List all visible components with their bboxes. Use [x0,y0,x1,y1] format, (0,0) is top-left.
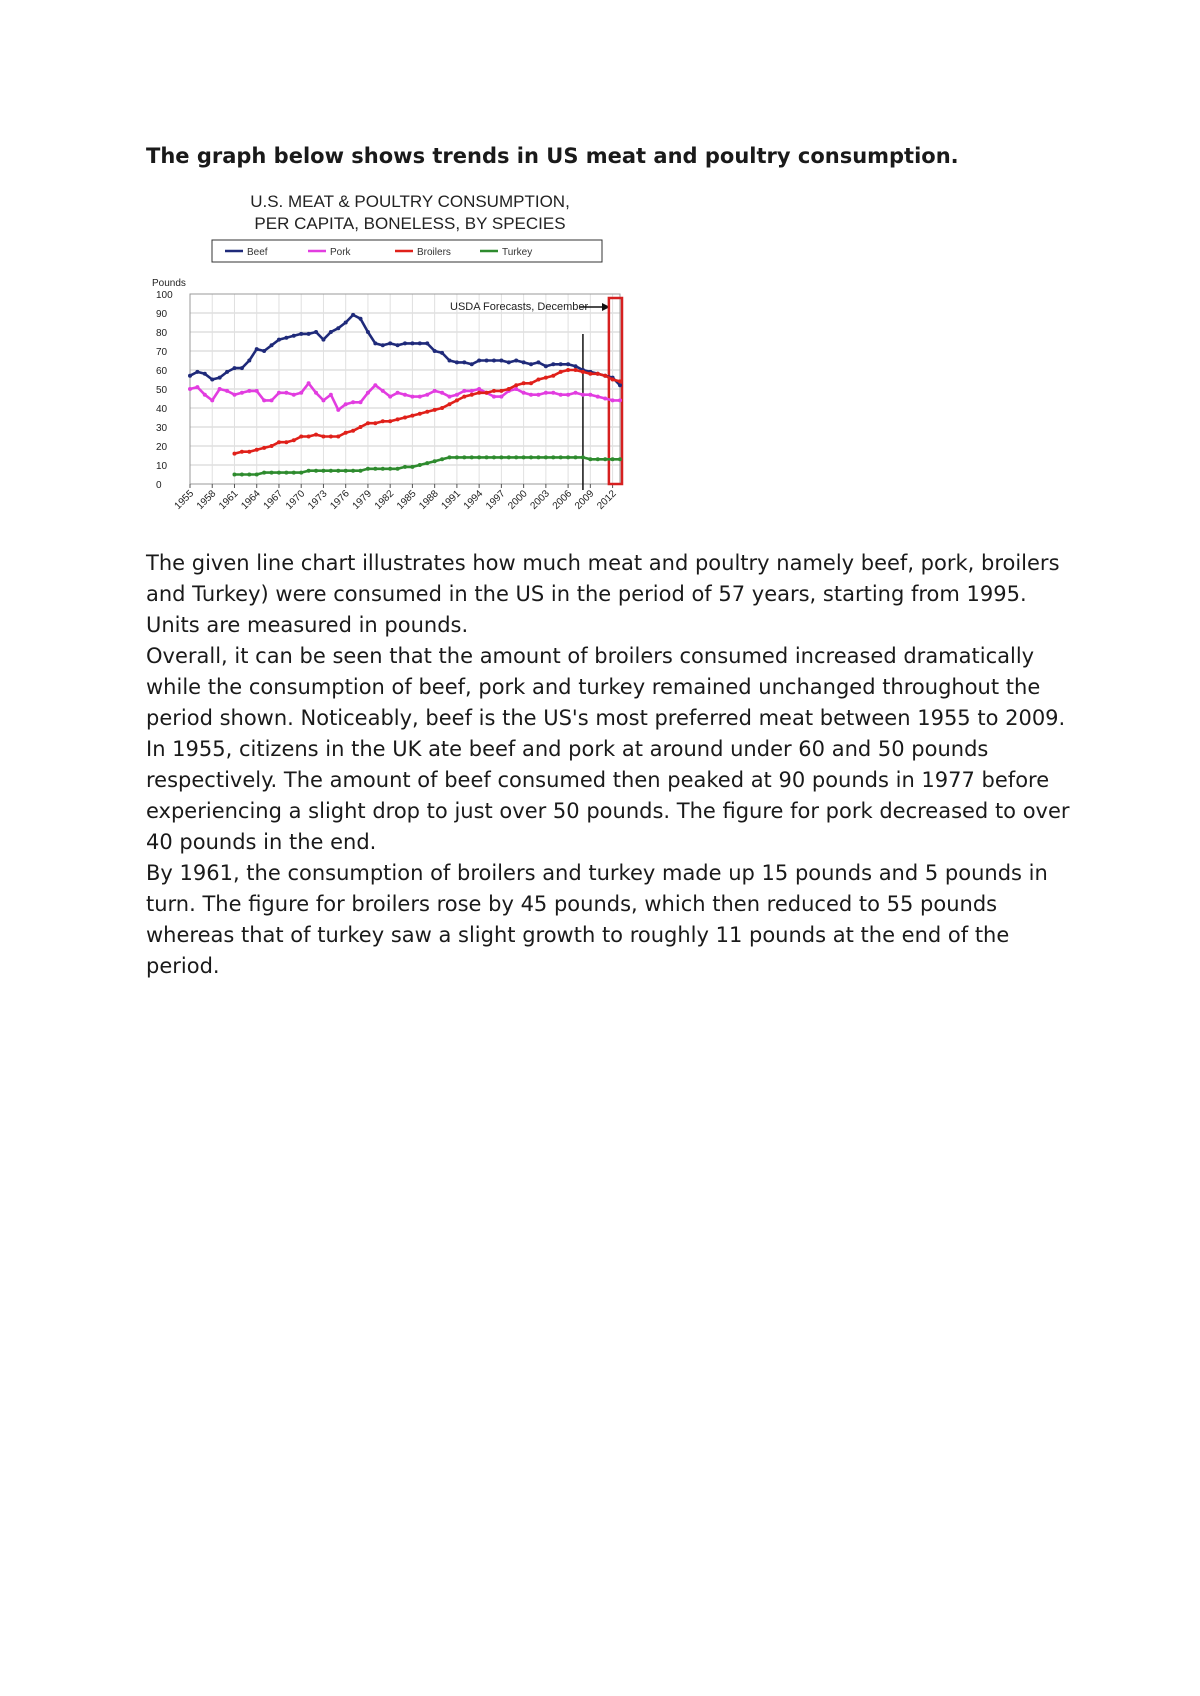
data-point-turkey [551,455,555,459]
data-point-beef [188,374,192,378]
data-point-beef [329,330,333,334]
data-point-pork [544,391,548,395]
data-point-pork [344,402,348,406]
data-point-pork [218,387,222,391]
data-point-pork [359,400,363,404]
data-point-turkey [307,469,311,473]
data-point-beef [262,349,266,353]
data-point-turkey [373,467,377,471]
data-point-broilers [410,414,414,418]
data-point-broilers [596,372,600,376]
data-point-turkey [388,467,392,471]
data-point-pork [255,389,259,393]
data-point-broilers [255,448,259,452]
data-point-turkey [618,457,622,461]
data-point-turkey [611,457,615,461]
data-point-turkey [292,471,296,475]
x-tick-label: 1997 [483,488,508,512]
data-point-turkey [270,471,274,475]
data-point-broilers [314,433,318,437]
data-point-turkey [247,473,251,477]
data-point-broilers [507,387,511,391]
data-point-broilers [373,421,377,425]
x-tick-label: 2009 [572,488,597,512]
data-point-beef [514,359,518,363]
data-point-broilers [388,419,392,423]
essay-paragraph: In 1955, citizens in the UK ate beef and pork at around under 60 and 50 pounds respectively. The amount of beef consumed then peaked at 90 pounds in 1977 before experiencing a slight drop to just over 50 pounds. The figure for pork decreased to over 40 pounds in the end. [146,737,1070,854]
data-point-beef [292,334,296,338]
data-point-beef [195,370,199,374]
data-point-broilers [403,416,407,420]
data-point-turkey [507,455,511,459]
data-point-broilers [470,393,474,397]
data-point-turkey [299,471,303,475]
data-point-pork [381,389,385,393]
data-point-pork [277,391,281,395]
data-point-beef [270,343,274,347]
data-point-beef [299,332,303,336]
y-tick-label: 80 [156,328,168,339]
data-point-turkey [603,457,607,461]
data-point-turkey [262,471,266,475]
y-tick-label: 10 [156,461,168,472]
x-tick-label: 1964 [239,488,263,512]
data-point-turkey [447,455,451,459]
data-point-pork [262,398,266,402]
x-tick-label: 2003 [528,488,552,512]
data-point-turkey [588,457,592,461]
data-point-turkey [433,459,437,463]
data-point-broilers [359,425,363,429]
x-tick-label: 1994 [461,488,486,512]
data-point-broilers [240,450,244,454]
data-point-beef [536,360,540,364]
data-point-pork [351,400,355,404]
data-point-broilers [588,372,592,376]
data-point-broilers [262,446,266,450]
data-point-beef [529,362,533,366]
data-point-turkey [425,461,429,465]
data-point-pork [203,393,207,397]
data-point-beef [307,332,311,336]
data-point-turkey [536,455,540,459]
data-point-beef [344,321,348,325]
legend-label: Turkey [502,247,533,258]
data-point-beef [232,366,236,370]
data-point-turkey [470,455,474,459]
data-point-broilers [299,435,303,439]
data-point-beef [336,326,340,330]
data-point-turkey [514,455,518,459]
chart-title: U.S. MEAT & POULTRY CONSUMPTION, [250,192,570,211]
essay-paragraph: By 1961, the consumption of broilers and turkey made up 15 pounds and 5 pounds in turn. The figure for broilers rose by 45 pounds, which then reduced to 55 pounds whereas that of turkey saw a slight growth to roughly 11 pounds at the end of the period. [146,861,1048,978]
data-point-pork [477,387,481,391]
data-point-pork [522,391,526,395]
x-tick-label: 1970 [283,488,308,512]
data-point-beef [247,359,251,363]
x-tick-label: 1988 [417,488,441,512]
data-point-pork [225,389,229,393]
data-point-pork [455,393,459,397]
data-point-beef [218,376,222,380]
data-point-pork [425,393,429,397]
data-point-broilers [307,435,311,439]
data-point-pork [447,395,451,399]
data-point-turkey [522,455,526,459]
data-point-beef [410,341,414,345]
data-point-broilers [344,431,348,435]
data-point-pork [247,389,251,393]
data-point-broilers [292,438,296,442]
data-point-broilers [277,440,281,444]
data-point-pork [403,393,407,397]
data-point-beef [544,364,548,368]
data-point-broilers [618,379,622,383]
data-point-turkey [351,469,355,473]
data-point-beef [203,372,207,376]
data-point-beef [366,330,370,334]
legend-label: Pork [330,247,351,258]
data-point-pork [396,391,400,395]
data-point-turkey [359,469,363,473]
data-point-pork [470,389,474,393]
data-point-pork [596,395,600,399]
essay-body [146,548,1086,982]
data-point-turkey [381,467,385,471]
data-point-broilers [247,450,251,454]
data-point-turkey [544,455,548,459]
data-point-pork [388,395,392,399]
y-axis-label: Pounds [152,278,186,289]
data-point-turkey [462,455,466,459]
data-point-beef [559,362,563,366]
y-tick-label: 50 [156,385,168,396]
forecast-annotation: USDA Forecasts, December [450,301,589,313]
data-point-pork [588,393,592,397]
data-point-beef [447,359,451,363]
x-tick-label: 1958 [194,488,219,512]
data-point-pork [618,398,622,402]
essay-paragraph: Overall, it can be seen that the amount of broilers consumed increased dramatically while the consumption of beef, pork and turkey remained unchanged throughout the period shown. Noticeably, beef is the US's most preferred meat between 1955 to 2009. [146,644,1066,730]
data-point-turkey [410,465,414,469]
data-point-turkey [396,467,400,471]
x-tick-label: 2006 [550,488,575,512]
data-point-pork [462,389,466,393]
data-point-beef [284,336,288,340]
data-point-beef [418,341,422,345]
data-point-broilers [536,378,540,382]
data-point-turkey [336,469,340,473]
data-point-beef [433,349,437,353]
x-tick-label: 1982 [372,488,397,512]
page-heading: The graph below shows trends in US meat and poultry consumption. [146,144,959,168]
data-point-beef [440,351,444,355]
data-point-pork [611,398,615,402]
data-point-beef [373,341,377,345]
data-point-broilers [611,378,615,382]
data-point-pork [314,391,318,395]
data-point-pork [566,393,570,397]
data-point-pork [440,391,444,395]
data-point-pork [559,393,563,397]
data-point-turkey [440,457,444,461]
data-point-pork [433,389,437,393]
data-point-beef [321,338,325,342]
data-point-broilers [551,374,555,378]
chart-svg [150,190,680,540]
data-point-turkey [284,471,288,475]
data-point-beef [381,343,385,347]
data-point-pork [270,398,274,402]
data-point-beef [351,313,355,317]
x-tick-label: 1967 [261,488,286,512]
data-point-turkey [596,457,600,461]
data-point-beef [477,359,481,363]
y-tick-label: 20 [156,442,168,453]
data-point-broilers [447,402,451,406]
legend-label: Broilers [417,247,451,258]
data-point-beef [499,359,503,363]
x-tick-label: 1979 [350,488,375,512]
data-point-pork [232,393,236,397]
y-tick-label: 70 [156,347,168,358]
data-point-pork [410,395,414,399]
data-point-beef [210,378,214,382]
data-point-beef [314,330,318,334]
data-point-turkey [232,473,236,477]
data-point-broilers [336,435,340,439]
data-point-beef [359,317,363,321]
data-point-pork [581,393,585,397]
data-point-beef [462,360,466,364]
data-point-pork [373,383,377,387]
legend-label: Beef [247,247,268,258]
data-point-beef [485,359,489,363]
y-tick-label: 40 [156,404,168,415]
x-tick-label: 1991 [439,488,464,512]
data-point-beef [455,360,459,364]
data-point-beef [507,360,511,364]
data-point-pork [492,395,496,399]
data-point-pork [284,391,288,395]
data-point-broilers [566,368,570,372]
data-point-turkey [566,455,570,459]
x-tick-label: 1961 [217,488,241,512]
data-point-pork [188,387,192,391]
data-point-turkey [581,455,585,459]
data-point-broilers [514,383,518,387]
data-point-beef [425,341,429,345]
data-point-beef [277,338,281,342]
data-point-beef [388,341,392,345]
data-point-pork [603,397,607,401]
data-point-beef [566,362,570,366]
data-point-broilers [581,370,585,374]
data-point-turkey [485,455,489,459]
data-point-broilers [477,391,481,395]
chart-subtitle: PER CAPITA, BONELESS, BY SPECIES [254,214,566,233]
data-point-turkey [492,455,496,459]
data-point-pork [336,408,340,412]
data-point-broilers [462,395,466,399]
y-tick-label: 0 [156,480,162,491]
data-point-broilers [492,389,496,393]
data-point-broilers [455,398,459,402]
data-point-pork [366,391,370,395]
data-point-broilers [366,421,370,425]
x-tick-label: 1973 [306,488,330,512]
data-point-beef [492,359,496,363]
data-point-pork [292,393,296,397]
data-point-turkey [574,455,578,459]
x-tick-label: 2000 [506,488,530,512]
data-point-pork [299,391,303,395]
data-point-broilers [351,429,355,433]
data-point-broilers [433,408,437,412]
data-point-broilers [425,410,429,414]
data-point-beef [618,383,622,387]
data-point-broilers [232,452,236,456]
y-tick-label: 30 [156,423,168,434]
data-point-broilers [499,389,503,393]
data-point-broilers [529,381,533,385]
data-point-turkey [255,473,259,477]
y-tick-label: 60 [156,366,168,377]
data-point-broilers [559,370,563,374]
data-point-pork [514,387,518,391]
data-point-turkey [314,469,318,473]
data-point-pork [329,393,333,397]
data-point-beef [396,343,400,347]
data-point-broilers [418,412,422,416]
data-point-pork [240,391,244,395]
data-point-turkey [344,469,348,473]
data-point-pork [210,398,214,402]
x-tick-label: 1976 [328,488,352,512]
data-point-broilers [270,444,274,448]
data-point-beef [574,364,578,368]
data-point-turkey [559,455,563,459]
data-point-pork [536,393,540,397]
data-point-turkey [277,471,281,475]
data-point-pork [195,385,199,389]
data-point-turkey [329,469,333,473]
data-point-beef [522,360,526,364]
data-point-beef [240,366,244,370]
x-tick-label: 1985 [395,488,419,512]
meat-consumption-chart [150,190,680,540]
data-point-pork [574,391,578,395]
data-point-broilers [329,435,333,439]
data-point-broilers [544,376,548,380]
data-point-broilers [603,374,607,378]
data-point-pork [418,395,422,399]
data-point-broilers [284,440,288,444]
data-point-broilers [574,368,578,372]
data-point-beef [225,370,229,374]
y-tick-label: 100 [156,290,173,301]
data-point-turkey [366,467,370,471]
data-point-broilers [485,391,489,395]
data-point-broilers [321,435,325,439]
essay-paragraph: The given line chart illustrates how much meat and poultry namely beef, pork, broilers and Turkey) were consumed in the US in the period of 57 years, starting from 1995. Units are measured in pounds. [146,551,1060,637]
data-point-pork [529,393,533,397]
data-point-beef [551,362,555,366]
data-point-beef [470,362,474,366]
data-point-turkey [240,473,244,477]
data-point-turkey [477,455,481,459]
data-point-turkey [418,463,422,467]
data-point-turkey [455,455,459,459]
data-point-turkey [403,465,407,469]
data-point-turkey [321,469,325,473]
data-point-pork [499,395,503,399]
x-tick-label: 1955 [172,488,197,512]
data-point-pork [307,381,311,385]
data-point-beef [403,341,407,345]
x-tick-label: 2012 [595,488,619,512]
data-point-broilers [381,419,385,423]
data-point-broilers [396,417,400,421]
y-tick-label: 90 [156,309,168,320]
data-point-turkey [529,455,533,459]
data-point-pork [321,398,325,402]
data-point-pork [551,391,555,395]
data-point-broilers [522,381,526,385]
data-point-broilers [440,406,444,410]
data-point-turkey [499,455,503,459]
data-point-beef [255,347,259,351]
